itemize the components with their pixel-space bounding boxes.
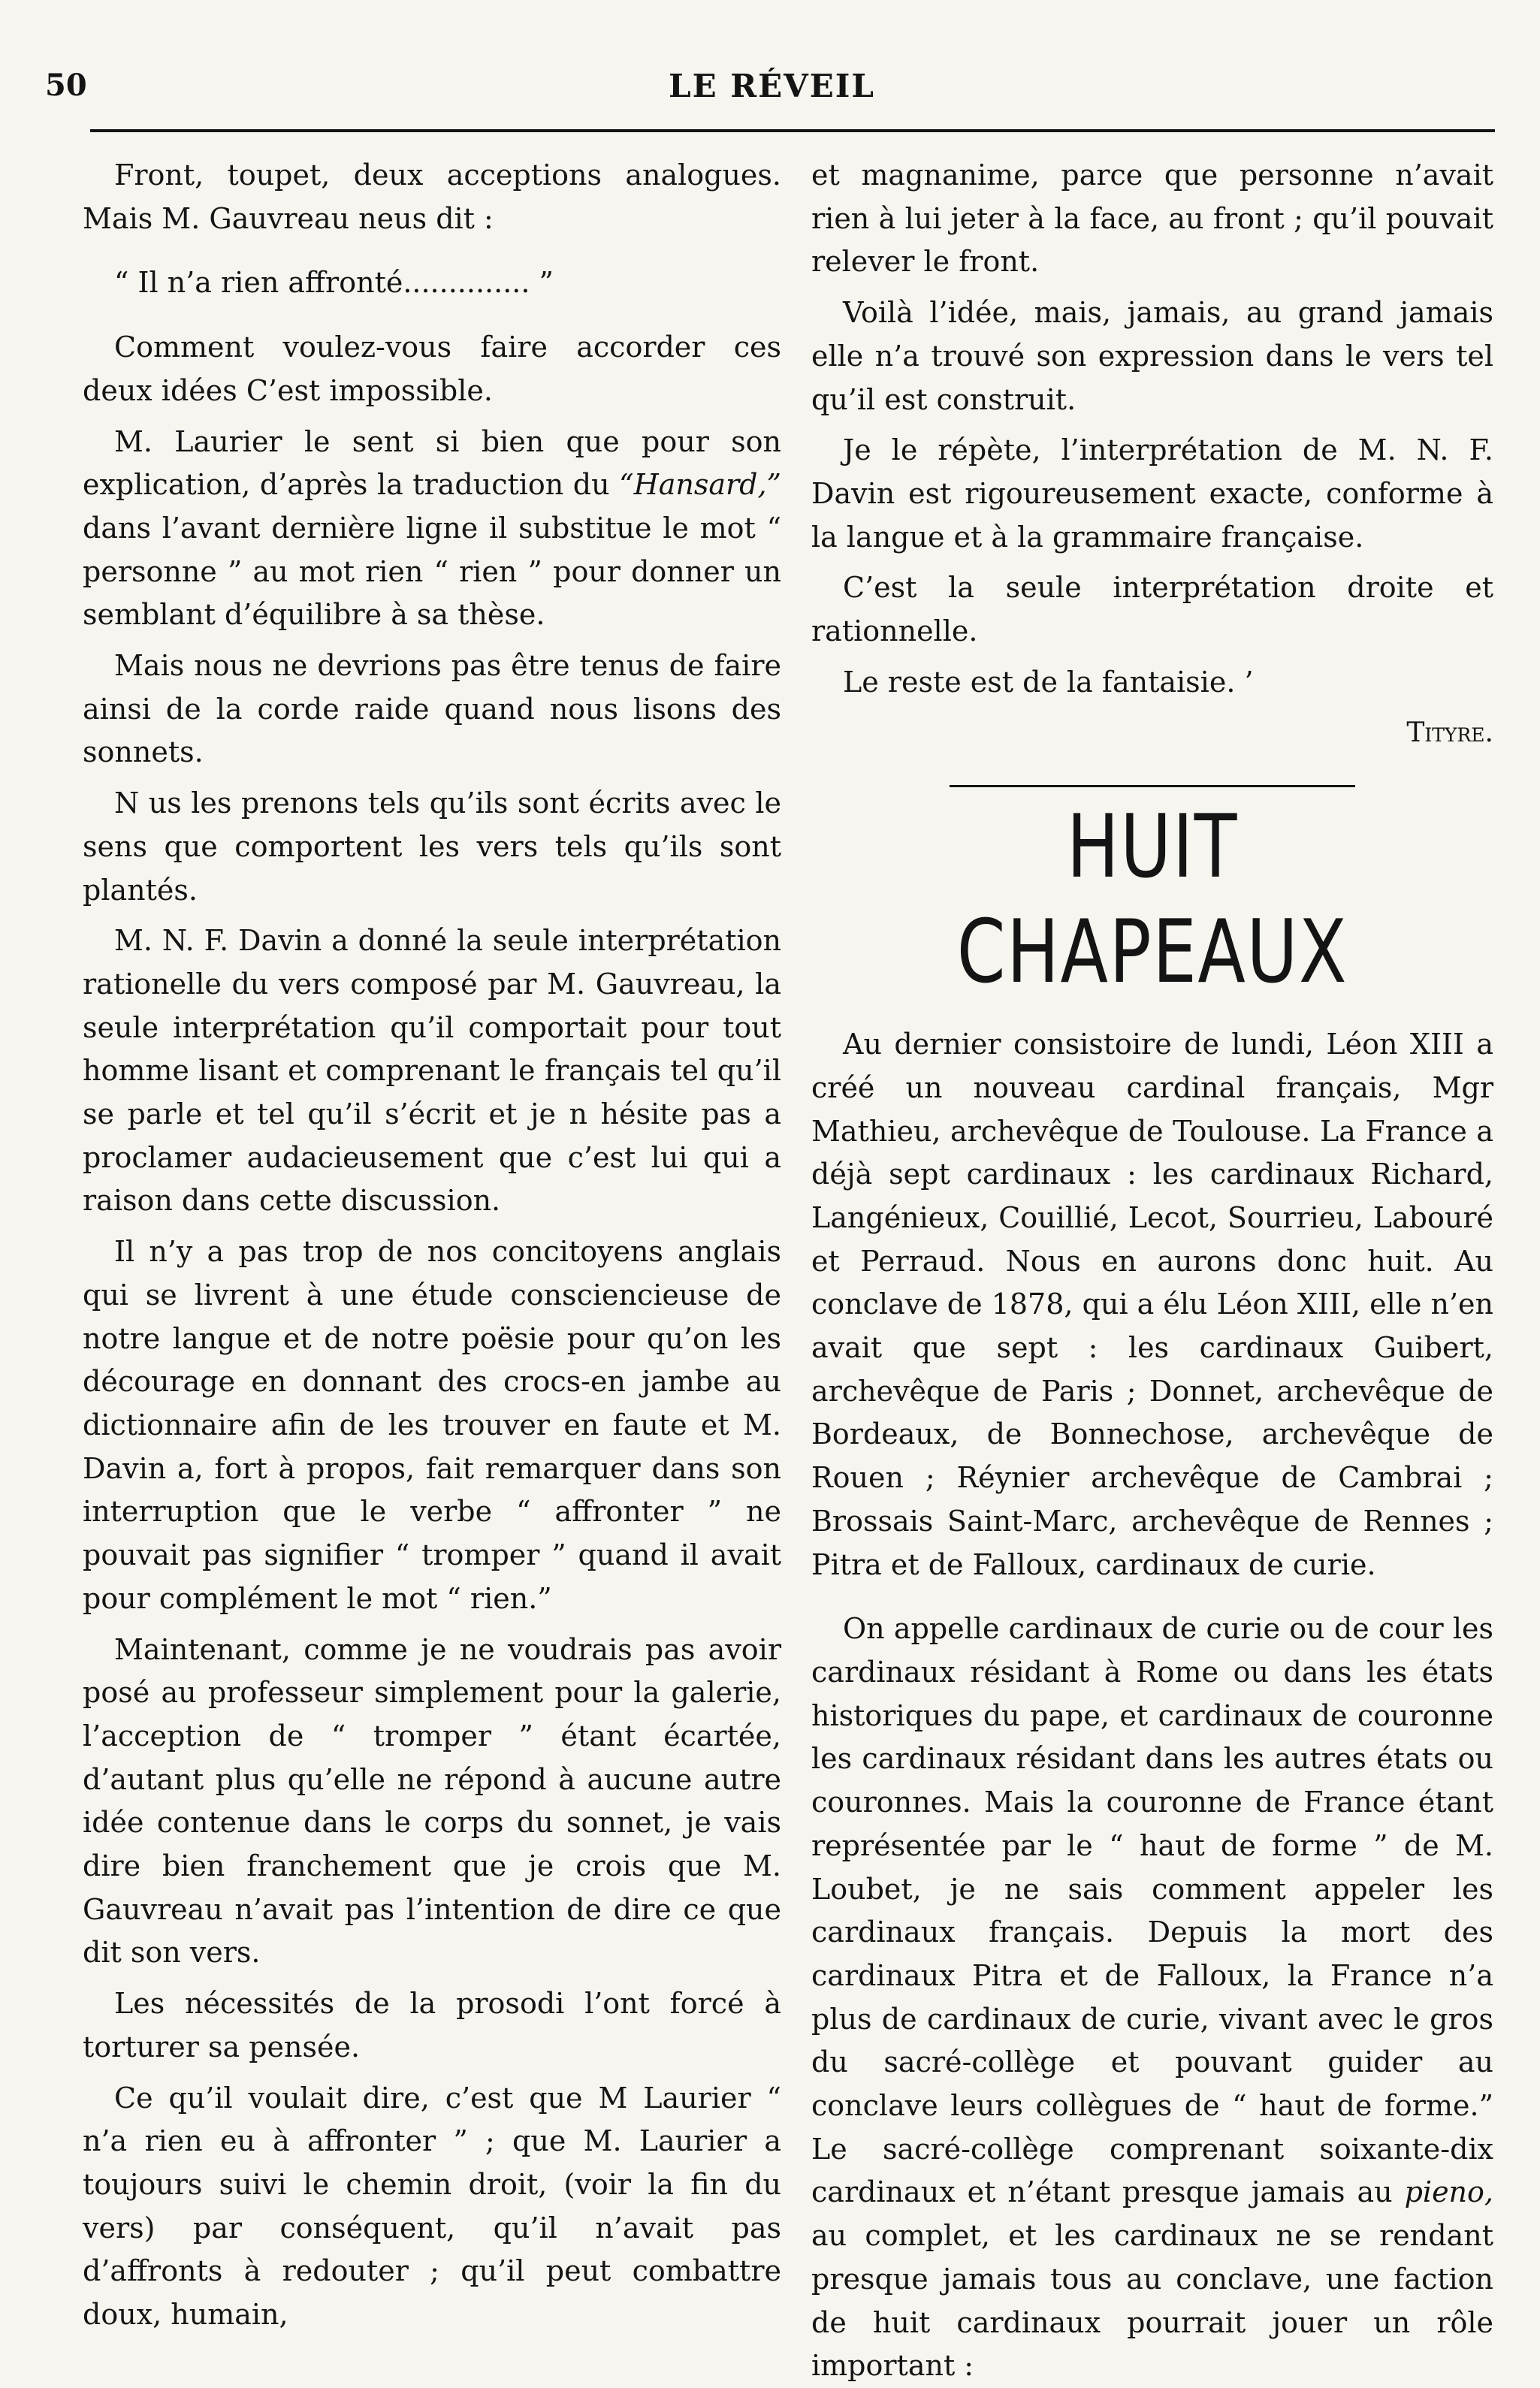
paragraph: Comment voulez-vous faire accorder ces deux idées C’est impossible. — [83, 331, 781, 407]
text-run: On appelle cardinaux de curie ou de cour les cardinaux résidant à Rome ou dans les états historiques du pape, et cardinaux de couronne les cardinaux résidant dans les autres états ou couronnes. Mais la couronne de France étant représentée par le “ haut de forme ” de M. Loubet, je ne sais comment appeler les cardinaux français. Depuis la mort des cardinaux Pitra et de Falloux, la France n’a plus de cardinaux de curie, vivant avec le gros du sacré-collège et pouvant guider au conclave leurs collègues de “ haut de forme.” Le sacré-collège comprenant soixante-dix cardinaux et n’étant presque jamais au — [811, 1612, 1493, 2209]
section-rule — [950, 785, 1355, 787]
left-column — [83, 154, 781, 2337]
page-header — [45, 68, 1499, 113]
paragraph: M. N. F. Davin a donné la seule interprétation rationelle du vers composé par M. Gauvreau, la seule interprétation qu’il comportait pour tout homme lisant et comprenant le français tel qu’il se parle et tel qu’il s’écrit et je n hésite pas a proclamer audacieusement que c’est lui qui a raison dans cette discussion. — [83, 924, 781, 1218]
paragraph: C’est la seule interprétation droite et rationnelle. — [811, 571, 1493, 648]
paragraph: Les nécessités de la prosodi l’ont forcé à torturer sa pensée. — [83, 1987, 781, 2063]
paragraph: Il n’y a pas trop de nos concitoyens anglais qui se livrent à une étude consciencieuse de notre langue et de notre poësie pour qu’on les décourage en donnant des crocs-en jambe au dictionnaire afin de les trouver en faute et M. Davin a, fort à propos, fait remarquer dans son interruption que le verbe “ affronter ” ne pouvait pas signifier “ tromper ” quand il avait pour complément le mot “ rien.” — [83, 1235, 781, 1615]
article-headline: HUIT CHAPEAUX — [956, 796, 1348, 1004]
quote-line: “ Il n’a rien affronté.............. ” — [114, 266, 554, 300]
paragraph: Le reste est de la fantaisie. ’ — [843, 665, 1254, 699]
author-signature: Tityre. — [1406, 717, 1493, 749]
paragraph: Mais nous ne devrions pas être tenus de faire ainsi de la corde raide quand nous lisons des sonnets. — [83, 649, 781, 769]
paragraph: Je le répète, l’interprétation de M. N. F. Davin est rigoureusement exacte, conforme à la langue et à la grammaire française. — [811, 433, 1493, 554]
italic-word: pieno, — [1404, 2175, 1493, 2209]
paragraph: Voilà l’idée, mais, jamais, au grand jamais elle n’a trouvé son expression dans le vers tel qu’il est construit. — [811, 296, 1493, 416]
paragraph: Front, toupet, deux acceptions analogues. Mais M. Gauvreau neus dit : — [83, 158, 781, 235]
paragraph: Au dernier consistoire de lundi, Léon XIII a créé un nouveau cardinal français, Mgr Mathieu, archevêque de Toulouse. La France a déjà sept cardinaux : les cardinaux Richard, Langénieux, Couillié, Lecot, Sourrieu, Labouré et Perraud. Nous en aurons donc huit. Au conclave de 1878, qui a élu Léon XIII, elle n’en avait que sept : les cardinaux Guibert, archevêque de Paris ; Donnet, archevêque de Bordeaux, de Bonnechose, archevêque de Rouen ; Réynier archevêque de Cambrai ; Brossais Saint-Marc, archevêque de Rennes ; Pitra et de Falloux, cardinaux de curie. — [811, 1028, 1493, 1581]
page-number: 50 — [45, 68, 87, 103]
publication-title: LE RÉVEIL — [669, 68, 875, 104]
text-run: dans l’avant dernière ligne il substitue le mot “ personne ” au mot rien “ rien ” pour donner un semblant d’équilibre à sa thèse. — [83, 511, 781, 632]
italic-citation: “Hansard,” — [619, 468, 781, 502]
paragraph: Maintenant, comme je ne voudrais pas avoir posé au professeur simplement pour la galerie, l’acception de “ tromper ” étant écartée, d’autant plus qu’elle ne répond à aucune autre idée contenue dans le corps du sonnet, je vais dire bien franchement que je crois que M. Gauvreau n’avait pas l’intention de dire ce que dit son vers. — [83, 1632, 781, 1970]
text-run: au complet, et les cardinaux ne se rendant presque jamais tous au conclave, une faction de huit cardinaux pourrait jouer un rôle important : — [811, 2219, 1493, 2383]
paragraph: Ce qu’il voulait dire, c’est que M Laurier “ n’a rien eu à affronter ” ; que M. Laurier a toujours suivi le chemin droit, (voir la fin du vers) par conséquent, qu’il n’avait pas d’affronts à redouter ; qu’il peut combattre doux, humain, — [83, 2081, 781, 2332]
paragraph: N us les prenons tels qu’ils sont écrits avec le sens que comportent les vers tels qu’ils sont plantés. — [83, 786, 781, 907]
text-run: M. Laurier le sent si bien que pour son explication, d’après la traduction du — [83, 424, 781, 502]
header-rule — [90, 129, 1495, 132]
right-column — [811, 154, 1493, 2388]
paragraph — [83, 421, 781, 638]
paragraph: et magnanime, parce que personne n’avait rien à lui jeter à la face, au front ; qu’il pouvait relever le front. — [811, 158, 1493, 279]
paragraph — [811, 1608, 1493, 2388]
